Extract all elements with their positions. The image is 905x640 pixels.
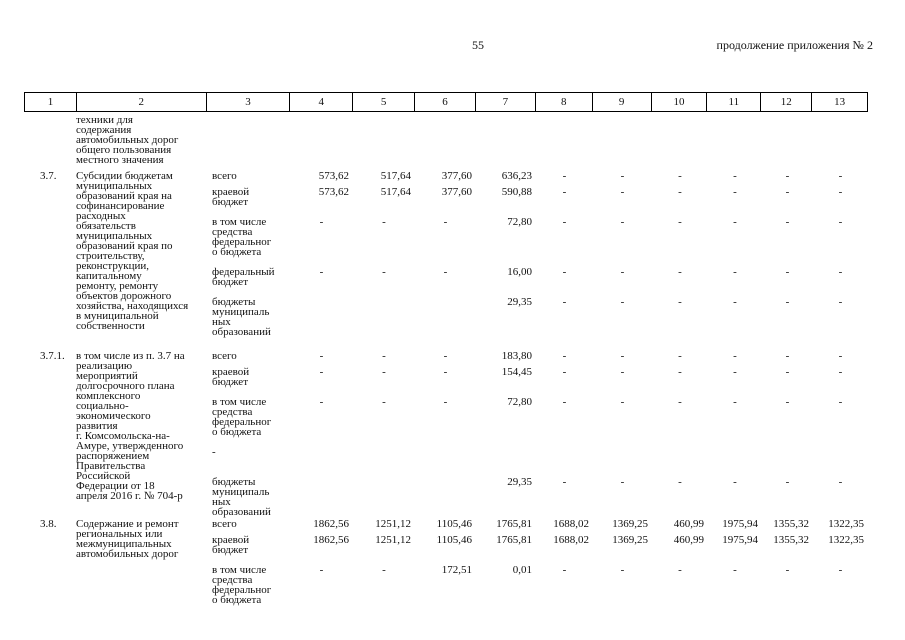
row-description: развития: [76, 420, 118, 432]
value-cell: -: [733, 396, 737, 408]
value-cell: 1355,32: [773, 534, 809, 546]
row-description: Федерации от 18: [76, 480, 155, 492]
value-cell: -: [678, 186, 682, 198]
row-description: Российской: [76, 470, 131, 482]
funding-source: бюджеты: [212, 476, 256, 488]
value-cell: 573,62: [318, 170, 349, 182]
value-cell: 72,80: [507, 396, 532, 408]
header-col-11: 11: [707, 93, 761, 111]
row-id: 3.7.1.: [40, 350, 65, 362]
row-description: социально-: [76, 400, 129, 412]
value-cell: 183,80: [501, 350, 532, 362]
value-cell: -: [443, 366, 448, 378]
value-cell: -: [678, 476, 682, 488]
funding-source: всего: [212, 518, 237, 530]
value-cell: -: [562, 366, 567, 378]
funding-source: о бюджета: [212, 426, 262, 438]
value-cell: -: [678, 396, 682, 408]
value-cell: -: [785, 396, 790, 408]
value-cell: -: [562, 266, 567, 278]
header-col-8: 8: [536, 93, 593, 111]
row-description: межмуниципальных: [76, 538, 172, 550]
row-description: Амуре, утвержденного: [76, 440, 184, 452]
row-description: реализацию: [76, 360, 133, 372]
value-cell: -: [319, 350, 324, 362]
value-cell: -: [733, 476, 737, 488]
value-cell: 1251,12: [375, 518, 411, 530]
value-cell: -: [838, 396, 843, 408]
row-description: в муниципальной: [76, 310, 159, 322]
funding-source: федеральног: [212, 584, 272, 596]
value-cell: -: [733, 296, 737, 308]
row-description: в том числе из п. 3.7 на: [76, 350, 185, 362]
row-description: муниципальных: [76, 180, 153, 192]
value-cell: -: [733, 216, 737, 228]
value-cell: 1322,35: [828, 518, 864, 530]
value-cell: 1322,35: [828, 534, 864, 546]
row-description: автомобильных дорог: [76, 548, 179, 560]
row-description: образований края на: [76, 190, 172, 202]
header-col-5: 5: [353, 93, 415, 111]
value-cell: -: [733, 266, 737, 278]
annex-label: продолжение приложения № 2: [716, 38, 873, 52]
value-cell: -: [678, 170, 682, 182]
value-cell: -: [733, 170, 737, 182]
value-cell: -: [382, 366, 386, 378]
value-cell: 590,88: [501, 186, 532, 198]
funding-source: ных: [212, 316, 231, 328]
value-cell: -: [382, 266, 386, 278]
row-description: расходных: [76, 210, 126, 222]
value-cell: -: [382, 350, 386, 362]
row-description: образований края по: [76, 240, 173, 252]
value-cell: -: [785, 296, 790, 308]
funding-source: средства: [212, 574, 253, 586]
funding-source: образований: [212, 326, 271, 338]
funding-source: ных: [212, 496, 231, 508]
value-cell: -: [382, 564, 386, 576]
value-cell: 1765,81: [496, 518, 532, 530]
row-description: экономического: [76, 410, 151, 422]
value-cell: 1369,25: [612, 534, 648, 546]
value-cell: -: [620, 350, 625, 362]
value-cell: -: [838, 266, 843, 278]
value-cell: 1369,25: [612, 518, 648, 530]
row-description: хозяйства, находящихся: [76, 300, 189, 312]
row-description: муниципальных: [76, 230, 153, 242]
row-description: мероприятий: [76, 370, 138, 382]
header-col-6: 6: [415, 93, 476, 111]
header-col-9: 9: [593, 93, 652, 111]
value-cell: -: [620, 186, 625, 198]
value-cell: 1862,56: [313, 518, 349, 530]
value-cell: -: [562, 350, 567, 362]
page-number: 55: [472, 38, 484, 52]
value-cell: -: [620, 396, 625, 408]
funding-source: всего: [212, 170, 237, 182]
value-cell: -: [562, 476, 567, 488]
value-cell: 172,51: [441, 564, 472, 576]
value-cell: -: [678, 216, 682, 228]
funding-source: в том числе: [212, 216, 267, 228]
funding-source: средства: [212, 226, 253, 238]
header-col-2: 2: [77, 93, 207, 111]
value-cell: 0,01: [512, 564, 532, 576]
continuation-text: общего пользования: [76, 144, 172, 156]
funding-source: о бюджета: [212, 594, 262, 606]
funding-source: о бюджета: [212, 246, 262, 258]
value-cell: -: [785, 186, 790, 198]
value-cell: -: [382, 216, 386, 228]
value-cell: 517,64: [380, 170, 411, 182]
value-cell: 377,60: [441, 170, 472, 182]
value-cell: 1975,94: [722, 534, 758, 546]
value-cell: -: [562, 170, 567, 182]
value-cell: -: [319, 396, 324, 408]
value-cell: 1862,56: [313, 534, 349, 546]
value-cell: -: [785, 476, 790, 488]
value-cell: -: [838, 350, 843, 362]
funding-source: федеральног: [212, 236, 272, 248]
funding-source: муниципаль: [212, 306, 270, 318]
table-header: [24, 92, 868, 112]
value-cell: -: [562, 564, 567, 576]
header-col-3: 3: [207, 93, 291, 111]
value-cell: -: [838, 216, 843, 228]
funding-source: бюджеты: [212, 296, 256, 308]
header-col-4: 4: [290, 93, 353, 111]
value-cell: -: [678, 266, 682, 278]
value-cell: 1105,46: [436, 534, 472, 546]
value-cell: -: [838, 296, 843, 308]
value-cell: 636,23: [501, 170, 532, 182]
row-description: распоряжением: [76, 450, 150, 462]
row-description: софинансирование: [76, 200, 165, 212]
value-cell: 1688,02: [553, 534, 589, 546]
value-cell: -: [319, 564, 324, 576]
header-col-10: 10: [652, 93, 708, 111]
continuation-text: техники для: [76, 114, 133, 126]
value-cell: 517,64: [380, 186, 411, 198]
value-cell: -: [562, 396, 567, 408]
value-cell: -: [620, 476, 625, 488]
value-cell: -: [319, 216, 324, 228]
row-description: комплексного: [76, 390, 141, 402]
funding-source: бюджет: [212, 196, 248, 208]
row-id: 3.8.: [40, 518, 57, 530]
row-description: Субсидии бюджетам: [76, 170, 173, 182]
continuation-text: автомобильных дорог: [76, 134, 179, 146]
row-description: реконструкции,: [76, 260, 149, 272]
value-cell: -: [733, 564, 737, 576]
value-cell: -: [620, 170, 625, 182]
value-cell: -: [785, 366, 790, 378]
value-cell: -: [620, 366, 625, 378]
funding-source: федеральног: [212, 416, 272, 428]
value-cell: -: [620, 266, 625, 278]
value-cell: 29,35: [507, 476, 532, 488]
value-cell: 1688,02: [553, 518, 589, 530]
funding-source: в том числе: [212, 396, 267, 408]
value-cell: -: [443, 266, 448, 278]
value-cell: 460,99: [673, 534, 704, 546]
value-cell: 460,99: [673, 518, 704, 530]
value-cell: 1105,46: [436, 518, 472, 530]
row-description: региональных или: [76, 528, 163, 540]
funding-source: бюджет: [212, 544, 248, 556]
row-description: объектов дорожного: [76, 290, 172, 302]
funding-source: -: [212, 446, 216, 458]
value-cell: 16,00: [507, 266, 532, 278]
row-description: строительству,: [76, 250, 145, 262]
value-cell: -: [382, 396, 386, 408]
value-cell: -: [562, 216, 567, 228]
value-cell: 1765,81: [496, 534, 532, 546]
row-description: апреля 2016 г. № 704-р: [76, 490, 183, 502]
value-cell: -: [620, 296, 625, 308]
value-cell: -: [678, 366, 682, 378]
funding-source: всего: [212, 350, 237, 362]
value-cell: 1975,94: [722, 518, 758, 530]
row-description: обязательств: [76, 220, 136, 232]
row-description: ремонту, ремонту: [76, 280, 159, 292]
header-col-1: 1: [25, 93, 77, 111]
funding-source: бюджет: [212, 276, 248, 288]
value-cell: -: [733, 366, 737, 378]
value-cell: -: [562, 186, 567, 198]
header-col-13: 13: [834, 96, 846, 108]
funding-source: бюджет: [212, 376, 248, 388]
header-col-12: 12: [761, 93, 812, 111]
funding-source: средства: [212, 406, 253, 418]
value-cell: -: [785, 564, 790, 576]
header-col-7: 7: [476, 93, 536, 111]
value-cell: 72,80: [507, 216, 532, 228]
row-description: долгосрочного плана: [76, 380, 175, 392]
row-description: собственности: [76, 320, 145, 332]
value-cell: -: [678, 350, 682, 362]
funding-source: образований: [212, 506, 271, 518]
value-cell: -: [620, 564, 625, 576]
value-cell: -: [620, 216, 625, 228]
value-cell: -: [838, 170, 843, 182]
value-cell: -: [443, 396, 448, 408]
value-cell: -: [838, 476, 843, 488]
funding-source: муниципаль: [212, 486, 270, 498]
row-id: 3.7.: [40, 170, 57, 182]
value-cell: 1355,32: [773, 518, 809, 530]
row-description: Правительства: [76, 460, 146, 472]
value-cell: -: [838, 564, 843, 576]
value-cell: 29,35: [507, 296, 532, 308]
row-description: Содержание и ремонт: [76, 518, 179, 530]
value-cell: -: [785, 350, 790, 362]
row-description: капитальному: [76, 270, 142, 282]
value-cell: -: [319, 366, 324, 378]
funding-source: федеральный: [212, 266, 275, 278]
funding-source: краевой: [212, 186, 250, 198]
funding-source: в том числе: [212, 564, 267, 576]
continuation-text: содержания: [76, 124, 132, 136]
value-cell: -: [562, 296, 567, 308]
value-cell: 377,60: [441, 186, 472, 198]
value-cell: 573,62: [318, 186, 349, 198]
value-cell: -: [678, 296, 682, 308]
value-cell: -: [838, 366, 843, 378]
value-cell: -: [785, 216, 790, 228]
funding-source: краевой: [212, 366, 250, 378]
funding-source: краевой: [212, 534, 250, 546]
value-cell: -: [733, 186, 737, 198]
value-cell: -: [443, 216, 448, 228]
value-cell: -: [443, 350, 448, 362]
continuation-text: местного значения: [76, 154, 164, 166]
value-cell: -: [838, 186, 843, 198]
value-cell: -: [319, 266, 324, 278]
value-cell: 1251,12: [375, 534, 411, 546]
value-cell: -: [733, 350, 737, 362]
value-cell: -: [785, 266, 790, 278]
row-description: г. Комсомольска-на-: [76, 430, 170, 442]
value-cell: 154,45: [501, 366, 532, 378]
value-cell: -: [678, 564, 682, 576]
value-cell: -: [785, 170, 790, 182]
